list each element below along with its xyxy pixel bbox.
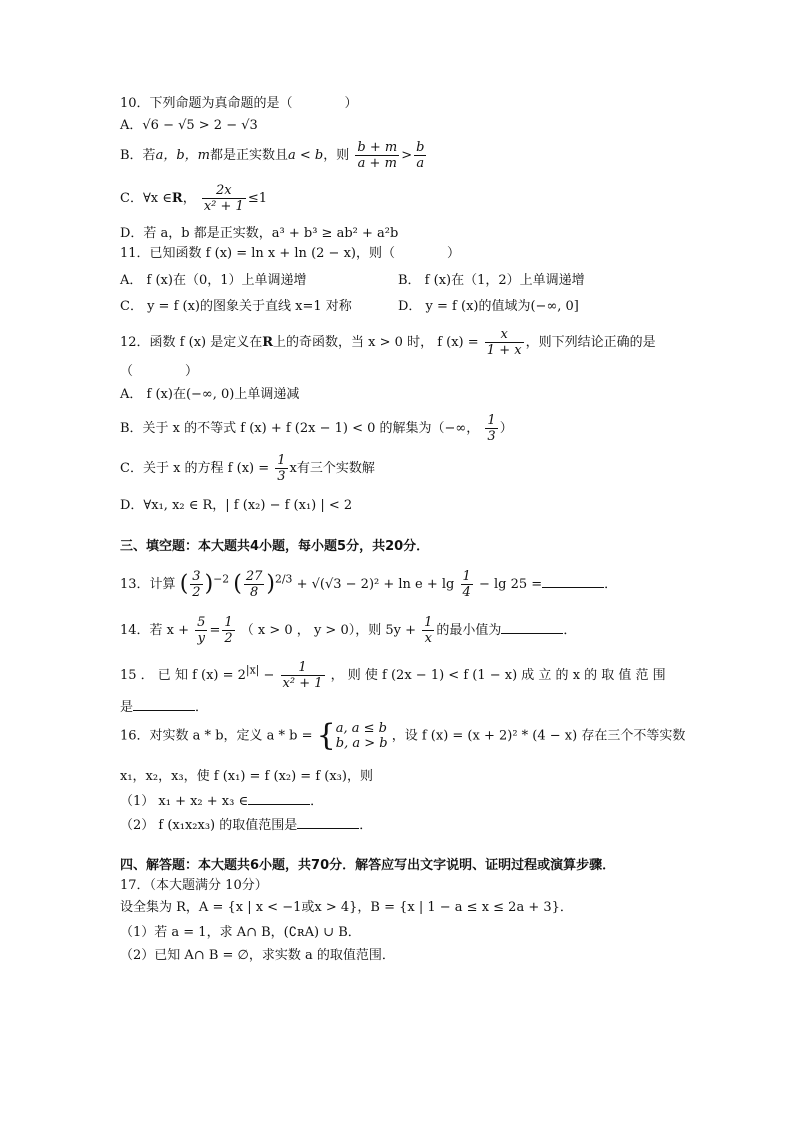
q13-answer-blank[interactable] bbox=[542, 575, 604, 588]
q12-option-d: D．∀x₁, x₂ ∈ R，| f (x₂) − f (x₁) | < 2 bbox=[120, 498, 353, 513]
q17-part1: （1）若 a = 1，求 A∩ B，(∁ʀA) ∪ B． bbox=[120, 925, 361, 940]
q10-c-rel: ≤1 bbox=[247, 191, 267, 206]
q16-p1-text: （1） x₁ + x₂ + x₃ ∈ bbox=[120, 794, 249, 809]
q17-title: 17．（本大题满分 10分） bbox=[120, 878, 268, 893]
q11-option-b: B． f (x)在（1，2）上单调递增 bbox=[398, 273, 585, 288]
q12-c-end: x有三个实数解 bbox=[289, 461, 375, 476]
q16-p2-text: （2） f (x₁x₂x₃) 的取值范围是 bbox=[120, 818, 298, 833]
q11-stem: 11．已知函数 f (x) = ln x + ln (2 − x)，则（ ） bbox=[120, 246, 460, 261]
q13-exp2: 2/3 bbox=[275, 572, 293, 586]
q10-option-c: C．∀x ∈R， $\frac{2x}{\text{x² + 1}}$ ≤1 bbox=[120, 183, 267, 214]
q16-line2: x₁，x₂，x₃，使 f (x₁) = f (x₂) = f (x₃)，则 bbox=[120, 769, 373, 784]
q15-is: 是 bbox=[120, 700, 134, 715]
q11-option-c: C． y = f (x)的图象关于直线 x=1 对称 bbox=[120, 299, 352, 314]
q10-stem: 10．下列命题为真命题的是（ ） bbox=[120, 96, 358, 111]
q10-b-fraction-1: $\frac{b + m}{a + m}$ bbox=[357, 140, 398, 171]
q16-part1 bbox=[120, 792, 323, 811]
q13-end: ． bbox=[604, 577, 618, 592]
q16-cases: a, a ≤ b b, a > b bbox=[335, 721, 388, 751]
q10-b-then: ，则 bbox=[323, 148, 350, 163]
q16-p2-answer-blank[interactable] bbox=[297, 816, 359, 829]
q15-end: ． bbox=[195, 700, 209, 715]
q12-stem-a: 12．函数 f (x) 是定义在 bbox=[120, 335, 263, 350]
q12-option-a: A． f (x)在(−∞, 0)上单调递减 bbox=[120, 387, 300, 402]
q15-sup: |x| bbox=[245, 663, 260, 677]
q16-tail: ，设 f (x) = (x + 2)² * (4 − x) 存在三个不等实数 bbox=[391, 728, 686, 744]
q14-answer-blank[interactable] bbox=[501, 621, 563, 634]
q14-label: 14．若 x + bbox=[120, 623, 190, 638]
q13: 13．计算 ( $\frac{3}{2}$ )$^{-2}$ ( $\frac{27}{8}$ )$^{2/3}$ + √(√3 − 2)² + ln e + lg $\frac{1}{4}$ − lg 25 = ． bbox=[120, 569, 618, 600]
q14-eq: = bbox=[209, 623, 221, 638]
q16-p2-end: ． bbox=[359, 818, 373, 833]
q16: 16．对实数 a * b，定义 a * b = { a, a ≤ b b, a > b ，设 f (x) = (x + 2)² * (4 − x) 存在三个不等实数 bbox=[120, 718, 686, 753]
q17-part2: （2）已知 A∩ B = ∅，求实数 a 的取值范围． bbox=[120, 948, 395, 963]
q12-paren: （ ） bbox=[120, 364, 199, 379]
q14-mid: （ x > 0 ， y > 0），则 5y + bbox=[240, 623, 416, 638]
q14-tail: 的最小值为 bbox=[436, 623, 502, 638]
q13-label: 13．计算 bbox=[120, 577, 176, 592]
q10-option-a: A．√6 − √5 > 2 − √3 bbox=[120, 118, 258, 133]
q12-c-fraction: $\frac{1}{3}$ bbox=[277, 453, 286, 484]
q16-p1-end: ． bbox=[310, 794, 324, 809]
q16-label: 16．对实数 a * b，定义 a * b = bbox=[120, 728, 313, 744]
q12-b-text: B．关于 x 的不等式 f (x) + f (2x − 1) < 0 的解集为（−∞， bbox=[120, 421, 480, 436]
q15-tail: ， 则 使 f (2x − 1) < f (1 − x) 成 立 的 x 的 取 值 范 围 bbox=[330, 668, 666, 683]
q13-exp1: −2 bbox=[213, 572, 230, 586]
q12-b-fraction: $\frac{1}{3}$ bbox=[487, 413, 496, 444]
q10-c-R: R bbox=[171, 191, 183, 206]
q10-c-prefix: C．∀x ∈ bbox=[120, 191, 172, 206]
q12-option-c bbox=[120, 453, 375, 484]
q17-stem: 设全集为 R，A = {x | x < −1或x > 4}，B = {x | 1 − a ≤ x ≤ 2a + 3}． bbox=[120, 900, 573, 915]
q15-line2 bbox=[120, 698, 208, 717]
q14: 14．若 x + $\frac{5}{y}$ = $\frac{1}{2}$ （ x > 0 ， y > 0），则 5y + $\frac{1}{x}$ 的最小值为 ． bbox=[120, 615, 577, 646]
q11-option-d: D． y = f (x)的值域为(−∞, 0] bbox=[398, 299, 579, 314]
q15-answer-blank[interactable] bbox=[133, 698, 195, 711]
q15: 15 ． 已 知 f $(x) = 2^{|x|}$ − $\frac{1}{\text{x² + 1}}$ ， 则 使 f (2x − 1) < f (1 − x) 成 立 的 x 的 取 值 范 围 bbox=[120, 660, 666, 691]
q10-b-fraction-2: $\frac{b}{a}$ bbox=[416, 140, 425, 171]
q11-option-a: A． f (x)在（0，1）上单调递增 bbox=[120, 273, 307, 288]
q16-part2 bbox=[120, 816, 372, 835]
q10-c-fraction: $\frac{2x}{\text{x² + 1}}$ bbox=[203, 183, 244, 214]
section4-title: 四、解答题：本大题共6小题，共70分．解答应写出文字说明、证明过程或演算步骤． bbox=[120, 858, 616, 873]
q13-mid: + √(√3 − 2)² + ln e + lg bbox=[296, 577, 455, 592]
q10-b-mid: 都是正实数且 bbox=[209, 148, 288, 163]
q10-option-b: B．若a，b，m都是正实数且a < b，则 $\frac{b + m}{a + m}$ > $\frac{b}{a}$ bbox=[120, 140, 425, 171]
q10-b-vars: a，b，m bbox=[155, 148, 210, 163]
q12-stem bbox=[120, 327, 656, 358]
q12-stem-R: R bbox=[262, 335, 274, 350]
section3-title: 三、填空题：本大题共4小题，每小题5分，共20分． bbox=[120, 539, 430, 554]
q12-stem-b: 上的奇函数，当 x > 0 时， f (x) = bbox=[273, 335, 479, 350]
q16-p1-answer-blank[interactable] bbox=[248, 792, 310, 805]
q10-option-d: D．若 a，b 都是正实数，a³ + b³ ≥ ab² + a²b bbox=[120, 226, 399, 241]
q13-tail: − lg 25 = bbox=[478, 577, 543, 592]
q15-label: 15 ． 已 知 f (x) = 2 bbox=[120, 668, 246, 683]
q10-b-cond: a < b bbox=[287, 148, 324, 163]
q14-end: ． bbox=[563, 623, 577, 638]
q12-b-end: ） bbox=[499, 421, 513, 436]
q12-stem-c: ，则下列结论正确的是 bbox=[525, 335, 656, 350]
q12-c-text: C．关于 x 的方程 f (x) = bbox=[120, 461, 270, 476]
q12-option-b bbox=[120, 413, 513, 444]
q15-minus: − bbox=[263, 668, 275, 683]
q12-stem-fraction: $\frac{x}{1 + x}$ bbox=[486, 327, 522, 358]
q10-b-prefix: B．若 bbox=[120, 148, 156, 163]
